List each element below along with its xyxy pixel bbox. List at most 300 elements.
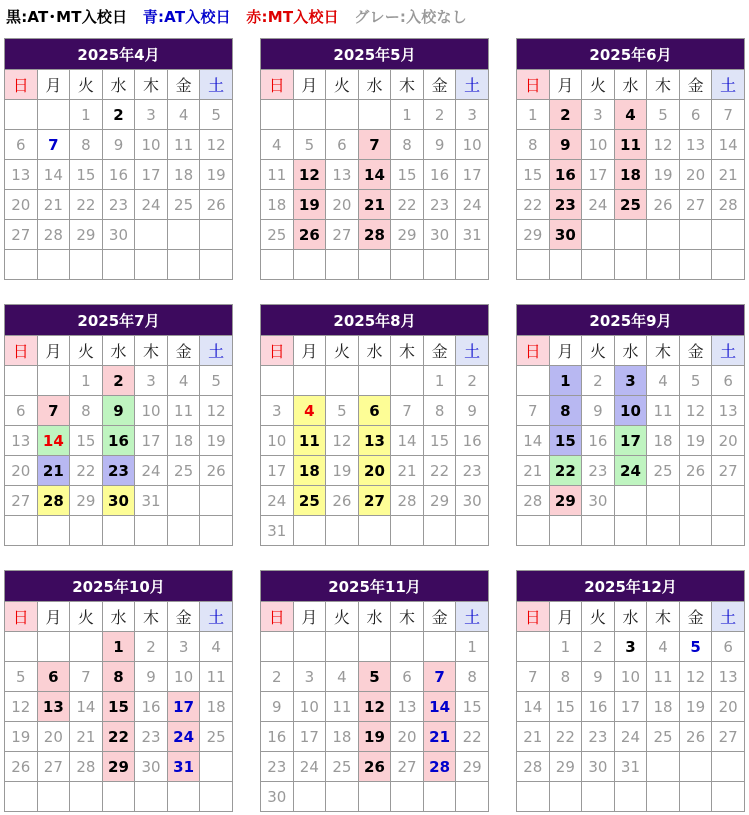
weekday-header: 日 <box>517 70 550 100</box>
empty-cell <box>712 752 745 782</box>
day-cell: 30 <box>135 752 168 782</box>
day-cell: 24 <box>261 486 294 516</box>
day-cell: 18 <box>261 190 294 220</box>
empty-cell <box>647 516 680 546</box>
day-cell: 2 <box>102 366 135 396</box>
day-cell: 7 <box>517 396 550 426</box>
day-cell: 18 <box>614 160 647 190</box>
day-cell: 5 <box>679 366 712 396</box>
day-cell: 5 <box>200 100 233 130</box>
day-cell: 11 <box>167 130 200 160</box>
day-cell: 22 <box>391 190 424 220</box>
empty-cell <box>423 250 456 280</box>
day-cell: 7 <box>712 100 745 130</box>
day-cell: 23 <box>549 190 582 220</box>
empty-cell <box>293 782 326 812</box>
weekday-header: 火 <box>326 336 359 366</box>
day-cell: 6 <box>679 100 712 130</box>
day-cell: 2 <box>261 662 294 692</box>
weekday-header: 木 <box>647 336 680 366</box>
weekday-header: 月 <box>293 602 326 632</box>
empty-cell <box>261 366 294 396</box>
empty-cell <box>456 516 489 546</box>
empty-cell <box>326 250 359 280</box>
empty-cell <box>712 782 745 812</box>
day-cell: 23 <box>102 456 135 486</box>
day-cell: 8 <box>517 130 550 160</box>
day-cell: 5 <box>358 662 391 692</box>
weekday-header: 木 <box>135 602 168 632</box>
empty-cell <box>647 486 680 516</box>
day-cell: 8 <box>391 130 424 160</box>
day-cell: 29 <box>456 752 489 782</box>
weekday-header: 月 <box>549 336 582 366</box>
empty-cell <box>37 516 70 546</box>
day-cell: 24 <box>582 190 615 220</box>
day-cell: 28 <box>358 220 391 250</box>
weekday-header: 月 <box>37 70 70 100</box>
empty-cell <box>326 632 359 662</box>
empty-cell <box>167 486 200 516</box>
empty-cell <box>37 100 70 130</box>
day-cell: 27 <box>358 486 391 516</box>
day-cell: 5 <box>293 130 326 160</box>
day-cell: 1 <box>549 632 582 662</box>
day-cell: 21 <box>391 456 424 486</box>
weekday-header: 木 <box>391 70 424 100</box>
day-cell: 20 <box>37 722 70 752</box>
day-cell: 12 <box>293 160 326 190</box>
day-cell: 6 <box>391 662 424 692</box>
day-cell: 6 <box>5 130 38 160</box>
day-cell: 4 <box>167 366 200 396</box>
weekday-header: 土 <box>456 70 489 100</box>
empty-cell <box>647 782 680 812</box>
day-cell: 29 <box>517 220 550 250</box>
day-cell: 19 <box>679 692 712 722</box>
day-cell: 16 <box>456 426 489 456</box>
day-cell: 22 <box>102 722 135 752</box>
day-cell: 26 <box>293 220 326 250</box>
weekday-header: 木 <box>135 70 168 100</box>
empty-cell <box>456 250 489 280</box>
day-cell: 28 <box>517 752 550 782</box>
month-title: 2025年10月 <box>5 571 233 602</box>
day-cell: 5 <box>679 632 712 662</box>
empty-cell <box>5 632 38 662</box>
empty-cell <box>102 516 135 546</box>
day-cell: 10 <box>614 396 647 426</box>
day-cell: 21 <box>712 160 745 190</box>
day-cell: 11 <box>326 692 359 722</box>
day-cell: 2 <box>423 100 456 130</box>
day-cell: 25 <box>167 190 200 220</box>
day-cell: 8 <box>456 662 489 692</box>
day-cell: 14 <box>517 692 550 722</box>
weekday-header: 水 <box>102 336 135 366</box>
day-cell: 19 <box>647 160 680 190</box>
day-cell: 10 <box>293 692 326 722</box>
day-cell: 21 <box>423 722 456 752</box>
empty-cell <box>358 250 391 280</box>
day-cell: 3 <box>261 396 294 426</box>
empty-cell <box>135 250 168 280</box>
empty-cell <box>102 250 135 280</box>
day-cell: 18 <box>293 456 326 486</box>
weekday-header: 月 <box>37 336 70 366</box>
day-cell: 3 <box>456 100 489 130</box>
empty-cell <box>517 516 550 546</box>
empty-cell <box>70 516 103 546</box>
empty-cell <box>326 100 359 130</box>
day-cell: 3 <box>614 632 647 662</box>
day-cell: 17 <box>261 456 294 486</box>
day-cell: 1 <box>423 366 456 396</box>
empty-cell <box>37 782 70 812</box>
day-cell: 1 <box>391 100 424 130</box>
day-cell: 30 <box>423 220 456 250</box>
weekday-header: 月 <box>549 602 582 632</box>
day-cell: 13 <box>391 692 424 722</box>
day-cell: 23 <box>456 456 489 486</box>
day-cell: 25 <box>167 456 200 486</box>
day-cell: 2 <box>135 632 168 662</box>
day-cell: 12 <box>200 130 233 160</box>
day-cell: 23 <box>102 190 135 220</box>
day-cell: 22 <box>456 722 489 752</box>
day-cell: 19 <box>293 190 326 220</box>
day-cell: 2 <box>582 366 615 396</box>
empty-cell <box>712 486 745 516</box>
month-calendar <box>516 38 745 280</box>
empty-cell <box>102 782 135 812</box>
empty-cell <box>200 486 233 516</box>
empty-cell <box>326 516 359 546</box>
month-calendar <box>260 304 489 546</box>
day-cell: 30 <box>549 220 582 250</box>
legend-blue: 青:AT入校日 <box>142 8 231 26</box>
empty-cell <box>167 782 200 812</box>
day-cell: 25 <box>261 220 294 250</box>
day-cell: 16 <box>582 426 615 456</box>
day-cell: 10 <box>582 130 615 160</box>
day-cell: 9 <box>261 692 294 722</box>
weekday-header: 火 <box>326 602 359 632</box>
weekday-header: 木 <box>391 336 424 366</box>
weekday-header: 土 <box>712 70 745 100</box>
day-cell: 13 <box>679 130 712 160</box>
weekday-header: 土 <box>456 602 489 632</box>
day-cell: 12 <box>679 662 712 692</box>
empty-cell <box>679 486 712 516</box>
weekday-header: 月 <box>549 70 582 100</box>
day-cell: 28 <box>712 190 745 220</box>
empty-cell <box>614 782 647 812</box>
day-cell: 20 <box>358 456 391 486</box>
day-cell: 14 <box>358 160 391 190</box>
month-title: 2025年11月 <box>261 571 489 602</box>
day-cell: 8 <box>549 396 582 426</box>
day-cell: 6 <box>358 396 391 426</box>
day-cell: 15 <box>423 426 456 456</box>
month-calendar <box>4 570 233 812</box>
day-cell: 15 <box>391 160 424 190</box>
day-cell: 22 <box>549 722 582 752</box>
empty-cell <box>614 250 647 280</box>
day-cell: 7 <box>358 130 391 160</box>
weekday-header: 水 <box>614 70 647 100</box>
day-cell: 4 <box>167 100 200 130</box>
empty-cell <box>326 366 359 396</box>
month-title: 2025年4月 <box>5 39 233 70</box>
empty-cell <box>582 516 615 546</box>
day-cell: 9 <box>423 130 456 160</box>
day-cell: 1 <box>549 366 582 396</box>
day-cell: 29 <box>423 486 456 516</box>
empty-cell <box>582 782 615 812</box>
weekday-header: 土 <box>456 336 489 366</box>
day-cell: 26 <box>647 190 680 220</box>
day-cell: 27 <box>37 752 70 782</box>
weekday-header: 木 <box>647 70 680 100</box>
empty-cell <box>679 516 712 546</box>
day-cell: 23 <box>135 722 168 752</box>
empty-cell <box>37 632 70 662</box>
day-cell: 8 <box>70 396 103 426</box>
weekday-header: 日 <box>261 70 294 100</box>
day-cell: 10 <box>614 662 647 692</box>
day-cell: 18 <box>326 722 359 752</box>
day-cell: 20 <box>326 190 359 220</box>
weekday-header: 土 <box>200 70 233 100</box>
day-cell: 7 <box>517 662 550 692</box>
day-cell: 26 <box>200 190 233 220</box>
empty-cell <box>358 632 391 662</box>
day-cell: 13 <box>358 426 391 456</box>
empty-cell <box>5 100 38 130</box>
empty-cell <box>293 100 326 130</box>
day-cell: 21 <box>517 456 550 486</box>
day-cell: 23 <box>582 456 615 486</box>
day-cell: 4 <box>261 130 294 160</box>
day-cell: 20 <box>5 190 38 220</box>
empty-cell <box>5 366 38 396</box>
day-cell: 11 <box>614 130 647 160</box>
weekday-header: 日 <box>517 602 550 632</box>
empty-cell <box>261 632 294 662</box>
day-cell: 29 <box>102 752 135 782</box>
empty-cell <box>293 250 326 280</box>
weekday-header: 土 <box>200 336 233 366</box>
empty-cell <box>679 250 712 280</box>
day-cell: 3 <box>293 662 326 692</box>
day-cell: 30 <box>102 486 135 516</box>
day-cell: 31 <box>261 516 294 546</box>
empty-cell <box>647 220 680 250</box>
day-cell: 25 <box>200 722 233 752</box>
day-cell: 11 <box>167 396 200 426</box>
day-cell: 17 <box>135 426 168 456</box>
empty-cell <box>358 782 391 812</box>
day-cell: 1 <box>70 100 103 130</box>
day-cell: 20 <box>712 692 745 722</box>
day-cell: 18 <box>647 692 680 722</box>
day-cell: 21 <box>517 722 550 752</box>
empty-cell <box>70 782 103 812</box>
day-cell: 15 <box>70 160 103 190</box>
day-cell: 18 <box>647 426 680 456</box>
day-cell: 19 <box>200 160 233 190</box>
weekday-header: 火 <box>582 602 615 632</box>
day-cell: 19 <box>358 722 391 752</box>
day-cell: 25 <box>647 722 680 752</box>
empty-cell <box>135 516 168 546</box>
empty-cell <box>70 632 103 662</box>
month-calendar <box>516 570 745 812</box>
day-cell: 7 <box>391 396 424 426</box>
day-cell: 21 <box>37 190 70 220</box>
empty-cell <box>391 366 424 396</box>
day-cell: 3 <box>582 100 615 130</box>
day-cell: 5 <box>200 366 233 396</box>
month-title: 2025年8月 <box>261 305 489 336</box>
day-cell: 10 <box>456 130 489 160</box>
day-cell: 15 <box>549 692 582 722</box>
day-cell: 20 <box>391 722 424 752</box>
day-cell: 20 <box>712 426 745 456</box>
day-cell: 28 <box>423 752 456 782</box>
empty-cell <box>167 220 200 250</box>
weekday-header: 月 <box>37 602 70 632</box>
empty-cell <box>456 782 489 812</box>
weekday-header: 金 <box>679 70 712 100</box>
day-cell: 30 <box>582 752 615 782</box>
day-cell: 10 <box>167 662 200 692</box>
day-cell: 30 <box>582 486 615 516</box>
empty-cell <box>423 632 456 662</box>
weekday-header: 水 <box>102 70 135 100</box>
empty-cell <box>200 782 233 812</box>
day-cell: 18 <box>200 692 233 722</box>
legend-gray: グレー:入校なし <box>354 8 467 26</box>
day-cell: 6 <box>5 396 38 426</box>
empty-cell <box>358 516 391 546</box>
day-cell: 6 <box>326 130 359 160</box>
weekday-header: 土 <box>712 336 745 366</box>
day-cell: 12 <box>200 396 233 426</box>
weekday-header: 金 <box>679 336 712 366</box>
day-cell: 7 <box>37 396 70 426</box>
day-cell: 24 <box>614 722 647 752</box>
day-cell: 17 <box>614 426 647 456</box>
day-cell: 26 <box>326 486 359 516</box>
day-cell: 25 <box>647 456 680 486</box>
empty-cell <box>293 632 326 662</box>
day-cell: 27 <box>679 190 712 220</box>
day-cell: 27 <box>5 220 38 250</box>
day-cell: 3 <box>135 366 168 396</box>
month-title: 2025年6月 <box>517 39 745 70</box>
empty-cell <box>712 220 745 250</box>
day-cell: 25 <box>614 190 647 220</box>
day-cell: 11 <box>647 396 680 426</box>
empty-cell <box>293 516 326 546</box>
empty-cell <box>549 250 582 280</box>
day-cell: 6 <box>37 662 70 692</box>
day-cell: 16 <box>582 692 615 722</box>
day-cell: 1 <box>456 632 489 662</box>
empty-cell <box>517 632 550 662</box>
day-cell: 15 <box>517 160 550 190</box>
day-cell: 29 <box>549 486 582 516</box>
empty-cell <box>582 250 615 280</box>
day-cell: 5 <box>326 396 359 426</box>
weekday-header: 火 <box>582 70 615 100</box>
weekday-header: 火 <box>70 336 103 366</box>
weekday-header: 日 <box>517 336 550 366</box>
legend-black: 黒:AT･MT入校日 <box>6 8 128 26</box>
empty-cell <box>614 220 647 250</box>
day-cell: 12 <box>326 426 359 456</box>
weekday-header: 金 <box>423 70 456 100</box>
day-cell: 2 <box>456 366 489 396</box>
empty-cell <box>167 516 200 546</box>
day-cell: 3 <box>167 632 200 662</box>
day-cell: 10 <box>135 396 168 426</box>
day-cell: 24 <box>167 722 200 752</box>
weekday-header: 日 <box>261 602 294 632</box>
empty-cell <box>679 220 712 250</box>
day-cell: 9 <box>582 396 615 426</box>
empty-cell <box>37 366 70 396</box>
day-cell: 16 <box>135 692 168 722</box>
legend-red: 赤:MT入校日 <box>246 8 339 26</box>
empty-cell <box>712 516 745 546</box>
empty-cell <box>679 782 712 812</box>
day-cell: 27 <box>5 486 38 516</box>
empty-cell <box>549 516 582 546</box>
day-cell: 11 <box>647 662 680 692</box>
day-cell: 8 <box>423 396 456 426</box>
day-cell: 16 <box>423 160 456 190</box>
month-title: 2025年12月 <box>517 571 745 602</box>
empty-cell <box>200 516 233 546</box>
day-cell: 4 <box>293 396 326 426</box>
day-cell: 21 <box>37 456 70 486</box>
day-cell: 29 <box>391 220 424 250</box>
month-calendar <box>4 38 233 280</box>
empty-cell <box>517 366 550 396</box>
weekday-header: 金 <box>167 602 200 632</box>
day-cell: 1 <box>102 632 135 662</box>
month-title: 2025年9月 <box>517 305 745 336</box>
day-cell: 13 <box>5 426 38 456</box>
day-cell: 13 <box>712 396 745 426</box>
day-cell: 23 <box>261 752 294 782</box>
day-cell: 4 <box>647 632 680 662</box>
weekday-header: 金 <box>679 602 712 632</box>
day-cell: 20 <box>5 456 38 486</box>
weekday-header: 金 <box>423 336 456 366</box>
empty-cell <box>5 250 38 280</box>
empty-cell <box>326 782 359 812</box>
weekday-header: 金 <box>423 602 456 632</box>
day-cell: 7 <box>423 662 456 692</box>
day-cell: 31 <box>135 486 168 516</box>
weekday-header: 日 <box>5 336 38 366</box>
weekday-header: 火 <box>70 70 103 100</box>
month-calendar <box>260 38 489 280</box>
